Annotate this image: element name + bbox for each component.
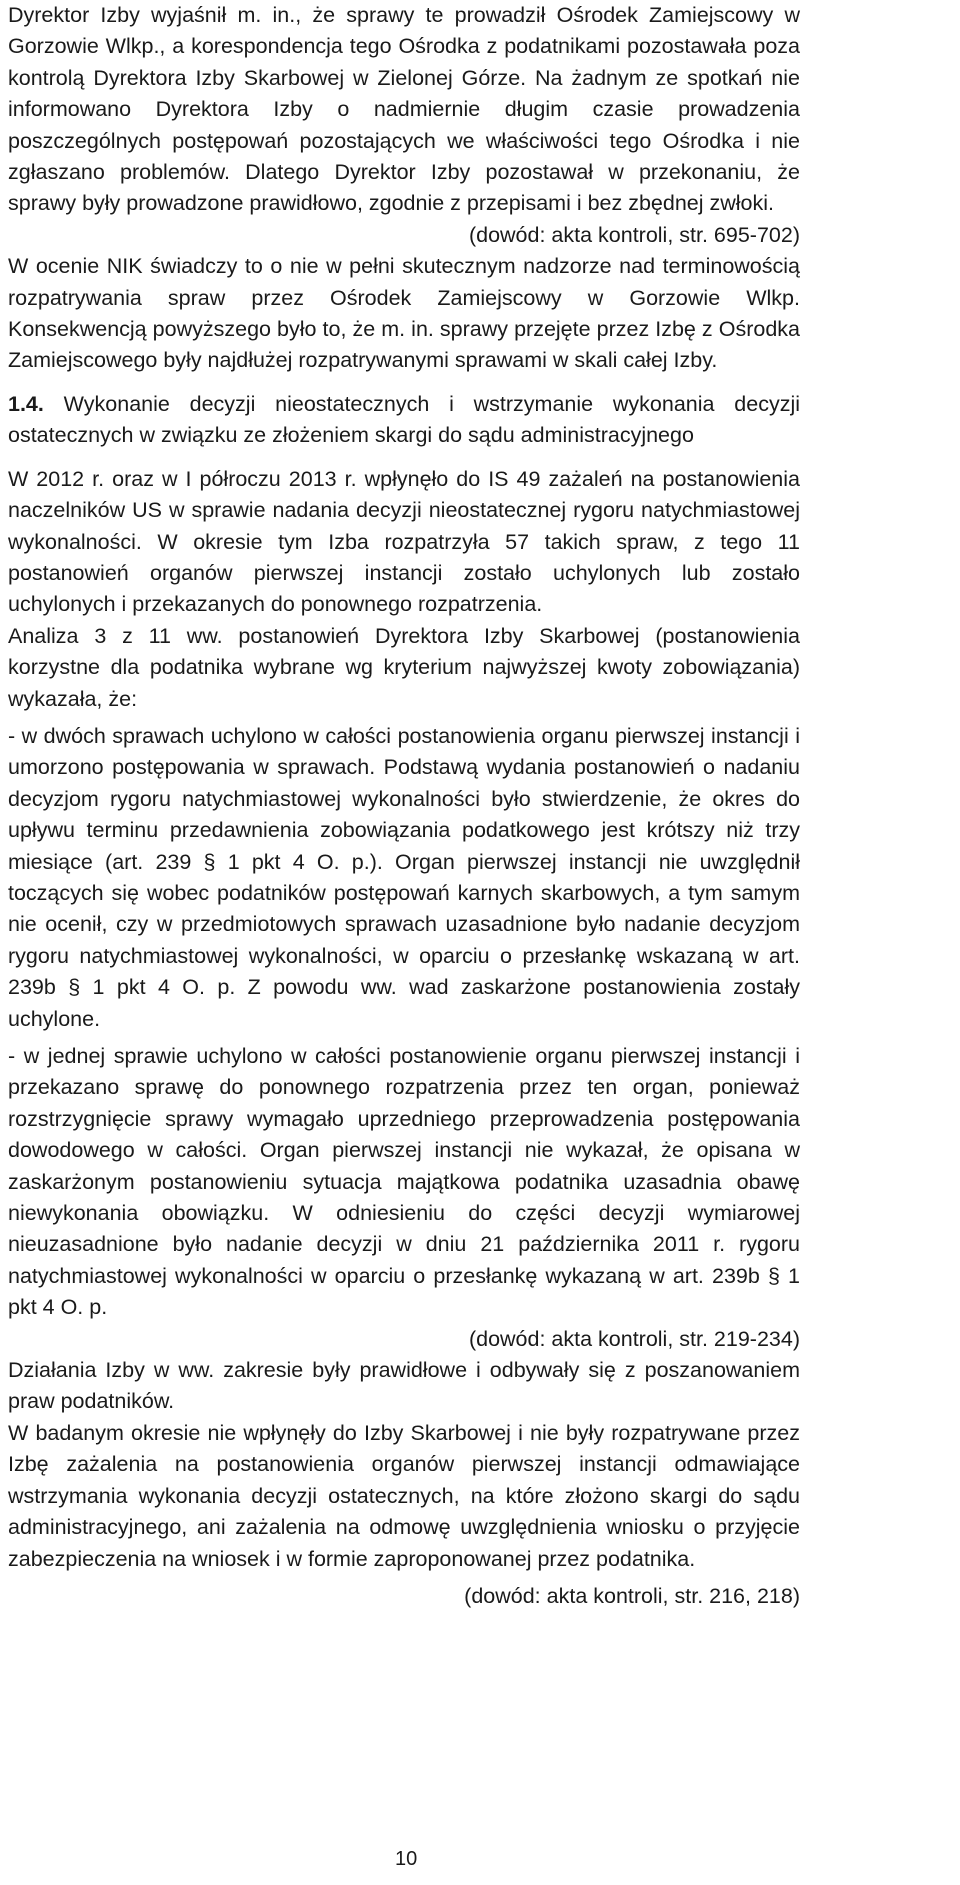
evidence-reference-3: (dowód: akta kontroli, str. 216, 218) xyxy=(464,1583,800,1608)
paragraph-no-complaints: W badanym okresie nie wpłynęły do Izby Skarbowej i nie były rozpatrywane przez Izbę zażalenia na postanowienia organów pierwszej instancji odmawiające wstrzymania wykonania decyzji ostatecznych, na które złożono skargi do sądu administracyjnego, ani zażalenia na odmowę uwzględnienia wniosku o przyjęcie zabezpieczenia na wniosek i w formie zaproponowanej przez podatnika. xyxy=(8,1420,800,1571)
paragraph-analysis-intro: Analiza 3 z 11 ww. postanowień Dyrektora Izby Skarbowej (postanowienia korzystne dla podatnika wybrane wg kryterium najwyższej kwoty zobowiązania) wykazała, że: xyxy=(8,623,800,711)
paragraph-complaints-count: W 2012 r. oraz w I półroczu 2013 r. wpłynęło do IS 49 zażaleń na postanowienia naczelników US w sprawie nadania decyzji nieostatecznej rygoru natychmiastowej wykonalności. W okresie tym Izba rozpatrzyła 57 takich spraw, z tego 11 postanowień organów pierwszej instancji zostało uchylonych lub zostało uchylonych i przekazanych do ponownego rozpatrzenia. xyxy=(8,466,800,617)
section-heading-number: 1.4. xyxy=(8,391,44,416)
paragraph-finding-one-case: - w jednej sprawie uchylono w całości postanowienie organu pierwszej instancji i przekazano sprawę do ponownego rozpatrzenia przez ten organ, ponieważ rozstrzygnięcie sprawy wymagało uprzedniego przeprowadzenia postępowania dowodowego w całości. Organ pierwszej instancji nie wykazał, że opisana w zaskarżonym postanowieniu sytuacja majątkowa podatnika uzasadnia obawę niewykonania obowiązku. W odniesieniu do części decyzji wymiarowej nieuzasadnione było nadanie decyzji w dniu 21 października 2011 r. rygoru natychmiastowej wykonalności w oparciu o przesłankę wykazaną w art. 239b § 1 pkt 4 O. p. xyxy=(8,1044,800,1320)
paragraph-nik-assessment: W ocenie NIK świadczy to o nie w pełni skutecznym nadzorze nad terminowością rozpatrywania spraw przez Ośrodek Zamiejscowy w Gorzowie Wlkp. Konsekwencją powyższego było to, że m. in. sprawy przejęte przez Izbę z Ośrodka Zamiejscowego były najdłużej rozpatrywanymi sprawami w skali całej Izby. xyxy=(8,254,800,373)
section-heading-text: Wykonanie decyzji nieostatecznych i wstrzymanie wykonania decyzji ostatecznych w związku ze złożeniem skargi do sądu administracyjnego xyxy=(8,391,800,448)
paragraph-actions-correct: Działania Izby w ww. zakresie były prawidłowe i odbywały się z poszanowaniem praw podatników. xyxy=(8,1358,800,1414)
evidence-reference-1: (dowód: akta kontroli, str. 695-702) xyxy=(468,222,800,247)
section-heading xyxy=(8,389,800,452)
document-page xyxy=(8,0,800,1885)
evidence-reference-2: (dowód: akta kontroli, str. 219-234) xyxy=(468,1326,800,1351)
paragraph-finding-two-cases: - w dwóch sprawach uchylono w całości postanowienia organu pierwszej instancji i umorzono postępowania w sprawach. Podstawą wydania postanowień o nadaniu decyzjom rygoru natychmiastowej wykonalności było stwierdzenie, że okres do upływu terminu przedawnienia zobowiązania podatkowego jest krótszy niż trzy miesiące (art. 239 § 1 pkt 4 O. p.). Organ pierwszej instancji nie uwzględnił toczących się wobec podatników postępowań karnych skarbowych, a tym samym nie ocenił, czy w przedmiotowych sprawach uzasadnione było nadanie decyzjom rygoru natychmiastowej wykonalności, w oparciu o przesłankę wskazaną w art. 239b § 1 pkt 4 O. p. Z powodu ww. wad zaskarżone postanowienia zostały uchylone. xyxy=(8,723,800,1031)
paragraph-director-explanation: Dyrektor Izby wyjaśnił m. in., że sprawy te prowadził Ośrodek Zamiejscowy w Gorzowie Wlkp., a korespondencja tego Ośrodka z podatnikami pozostawała poza kontrolą Dyrektora Izby Skarbowej w Zielonej Górze. Na żadnym ze spotkań nie informowano Dyrektora Izby o nadmiernie długim czasie prowadzenia poszczególnych postępowań pozostających we właściwości tego Ośrodka i nie zgłaszano problemów. Dlatego Dyrektor Izby pozostawał w przekonaniu, że sprawy były prowadzone prawidłowo, zgodnie z przepisami i bez zbędnej zwłoki. xyxy=(8,3,800,216)
page-number: 10 xyxy=(395,1848,418,1870)
